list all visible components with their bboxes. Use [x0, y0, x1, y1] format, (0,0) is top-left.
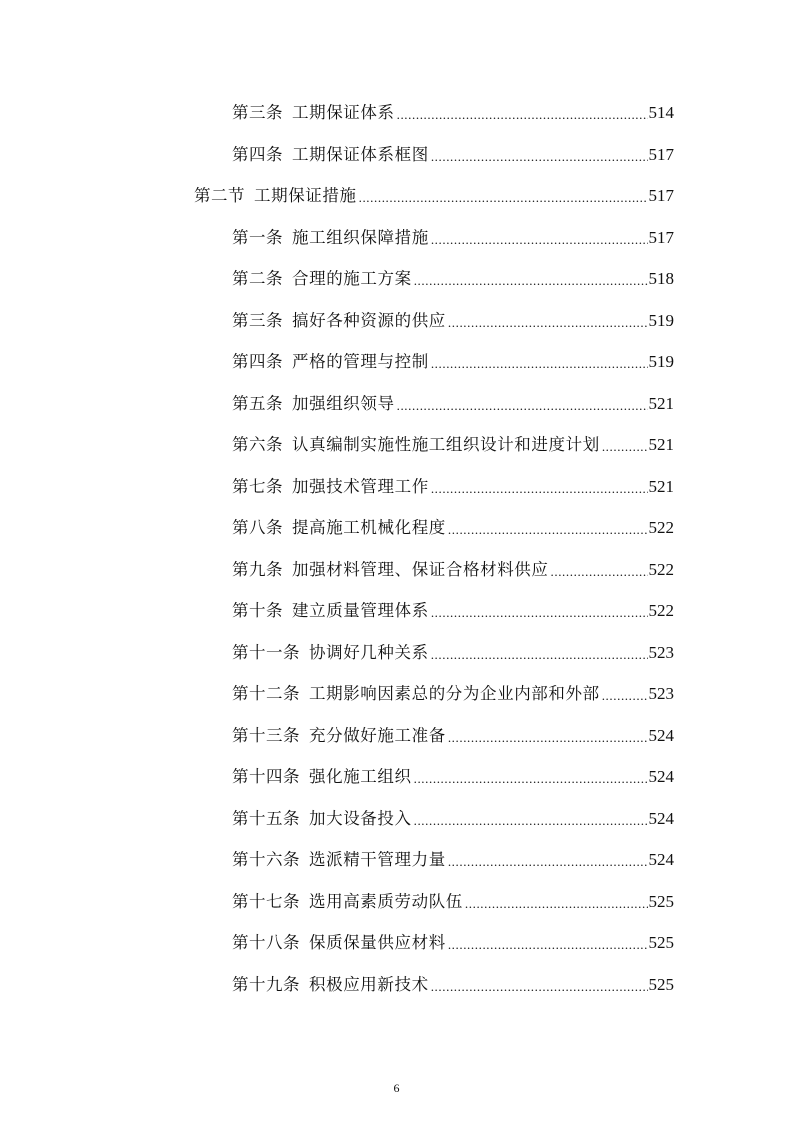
dot-leader — [431, 974, 648, 996]
toc-entry-page: 524 — [648, 850, 674, 869]
toc-entry-number: 第十条 — [232, 601, 283, 620]
toc-entry-page: 521 — [648, 393, 674, 413]
toc-entry-page: 525 — [648, 891, 674, 911]
toc-entry-page: 521 — [648, 435, 674, 454]
toc-entry-title: 认真编制实施性施工组织设计和进度计划 — [292, 435, 600, 454]
toc-entry-title: 工期保证体系 — [292, 103, 395, 122]
toc-entry-page: 523 — [648, 642, 674, 662]
toc-entry[interactable] — [232, 800, 674, 830]
toc-entry-page: 518 — [648, 269, 674, 288]
toc-entry-title: 施工组织保障措施 — [292, 227, 429, 247]
dot-leader — [465, 891, 648, 913]
toc-entry-title: 加强技术管理工作 — [292, 476, 429, 496]
dot-leader — [448, 310, 648, 332]
toc-entry[interactable] — [232, 136, 674, 166]
toc-entry-number: 第二条 — [232, 269, 283, 288]
dot-leader — [431, 144, 648, 166]
toc-entry-number: 第十二条 — [232, 684, 300, 703]
toc-entry-title: 工期影响因素总的分为企业内部和外部 — [309, 684, 600, 703]
toc-entry-title: 提高施工机械化程度 — [292, 518, 446, 537]
toc-entry-title: 加大设备投入 — [309, 808, 412, 828]
toc-entry-title: 选派精干管理力量 — [309, 850, 446, 869]
toc-entry-title: 工期保证体系框图 — [292, 144, 429, 164]
toc-entry-page: 514 — [648, 103, 674, 122]
toc-entry-page: 524 — [648, 808, 674, 828]
dot-leader — [602, 434, 648, 456]
toc-entry-page: 521 — [648, 476, 674, 496]
toc-entry[interactable] — [232, 675, 674, 705]
dot-leader — [431, 600, 648, 622]
toc-entry-title: 加强组织领导 — [292, 393, 395, 413]
toc-entry-title: 选用高素质劳动队伍 — [309, 891, 463, 911]
toc-entry-number: 第四条 — [232, 144, 283, 164]
dot-leader — [448, 725, 648, 747]
dot-leader — [431, 351, 648, 373]
toc-entry-page: 524 — [648, 725, 674, 745]
toc-entry-number: 第一条 — [232, 227, 283, 247]
toc-entry[interactable] — [194, 177, 674, 207]
dot-leader — [414, 766, 648, 788]
dot-leader — [397, 102, 648, 124]
toc-entry[interactable] — [232, 841, 674, 871]
toc-entry-title: 工期保证措施 — [254, 186, 357, 205]
dot-leader — [448, 849, 648, 871]
toc-entry-title: 搞好各种资源的供应 — [292, 310, 446, 330]
toc-entry-title: 充分做好施工准备 — [309, 725, 446, 745]
toc-entry-number: 第九条 — [232, 559, 283, 579]
page-number: 6 — [393, 1081, 400, 1095]
toc-entry-page: 522 — [648, 559, 674, 579]
toc-entry[interactable] — [232, 634, 674, 664]
dot-leader — [431, 642, 648, 664]
toc-entry-page: 517 — [648, 186, 674, 205]
toc-entry[interactable] — [232, 924, 674, 954]
toc-entry-number: 第六条 — [232, 435, 283, 454]
toc-entry-number: 第八条 — [232, 518, 283, 537]
toc-entry[interactable] — [232, 94, 674, 124]
toc-entry-page: 522 — [648, 518, 674, 537]
toc-entry-title: 协调好几种关系 — [309, 642, 429, 662]
dot-leader — [602, 683, 648, 705]
toc-entry-number: 第十九条 — [232, 974, 300, 994]
toc-entry-number: 第十五条 — [232, 808, 300, 828]
toc-entry-page: 525 — [648, 933, 674, 952]
toc-entry-number: 第七条 — [232, 476, 283, 496]
toc-entry[interactable] — [232, 385, 674, 415]
toc-entry-page: 523 — [648, 684, 674, 703]
dot-leader — [448, 517, 648, 539]
toc-entry[interactable] — [232, 219, 674, 249]
toc-entry-number: 第五条 — [232, 393, 283, 413]
toc-entry[interactable] — [232, 883, 674, 913]
toc-entry[interactable] — [232, 592, 674, 622]
toc-entry-number: 第十四条 — [232, 767, 300, 786]
toc-entry-page: 519 — [648, 352, 674, 371]
toc-entry[interactable] — [232, 468, 674, 498]
dot-leader — [431, 476, 648, 498]
toc-entry-number: 第十八条 — [232, 933, 300, 952]
toc-entry-title: 积极应用新技术 — [309, 974, 429, 994]
toc-entry[interactable] — [232, 302, 674, 332]
toc-entry-page: 522 — [648, 601, 674, 620]
toc-entry-title: 严格的管理与控制 — [292, 352, 429, 371]
toc-entry[interactable] — [232, 966, 674, 996]
toc-entry-page: 517 — [648, 227, 674, 247]
toc-entry-page: 525 — [648, 974, 674, 994]
toc-entry-number: 第十六条 — [232, 850, 300, 869]
dot-leader — [414, 268, 648, 290]
toc-entry-page: 519 — [648, 310, 674, 330]
toc-entry-number: 第三条 — [232, 310, 283, 330]
dot-leader — [397, 393, 648, 415]
toc-entry[interactable] — [232, 717, 674, 747]
dot-leader — [551, 559, 648, 581]
toc-entry-title: 加强材料管理、保证合格材料供应 — [292, 559, 549, 579]
dot-leader — [448, 932, 648, 954]
toc-entry[interactable] — [232, 260, 674, 290]
toc-entry-number: 第十三条 — [232, 725, 300, 745]
toc-entry-page: 524 — [648, 767, 674, 786]
dot-leader — [359, 185, 648, 207]
toc-entry[interactable] — [232, 551, 674, 581]
toc-entry-number: 第四条 — [232, 352, 283, 371]
toc-entry[interactable] — [232, 426, 674, 456]
toc-entry-title: 合理的施工方案 — [292, 269, 412, 288]
toc-entry[interactable] — [232, 758, 674, 788]
toc-entry-title: 建立质量管理体系 — [292, 601, 429, 620]
toc-entry-number: 第二节 — [194, 186, 245, 205]
dot-leader — [431, 227, 648, 249]
dot-leader — [414, 808, 648, 830]
toc-entry-number: 第十七条 — [232, 891, 300, 911]
toc-entry-number: 第十一条 — [232, 642, 300, 662]
toc-entry-title: 强化施工组织 — [309, 767, 412, 786]
toc-entry-page: 517 — [648, 144, 674, 164]
toc-entry-title: 保质保量供应材料 — [309, 933, 446, 952]
toc-entry[interactable] — [232, 509, 674, 539]
toc-entry-number: 第三条 — [232, 103, 283, 122]
toc-entry[interactable] — [232, 343, 674, 373]
